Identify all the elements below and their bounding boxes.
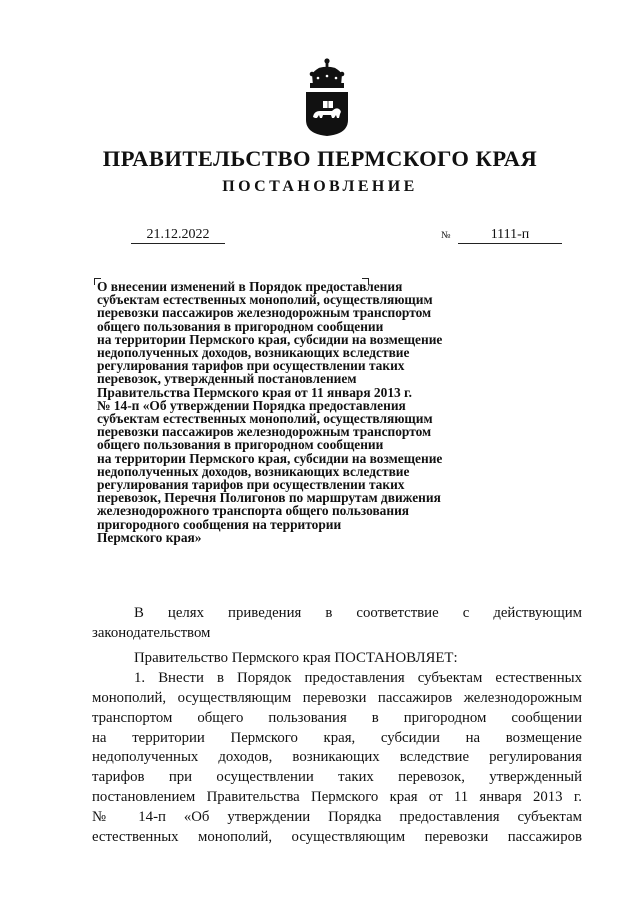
subject-line: О внесении изменений в Порядок предоставления [97,279,403,294]
preamble [92,604,582,644]
subject-line: субъектам естественных монополий, осуществляющим [97,411,433,427]
subject-line: регулирования тарифов при осуществлении таких [97,358,405,374]
subject-line: перевозки пассажиров железнодорожным транспортом [97,305,432,321]
body-line: на территории Пермского края, субсидии на возмещение [92,729,582,746]
subject-line: перевозки пассажиров железнодорожным транспортом [97,424,432,440]
subject-line: общего пользования в пригородном сообщении [97,437,384,453]
preamble-line: В целях приведения в соответствие с действующим [134,605,582,621]
subject-line: Пермского края» [97,529,202,545]
preamble-line: законодательством [92,624,211,641]
body-line: 1. Внести в Порядок предоставления субъектам естественных [134,669,582,686]
subject-line: № 14-п «Об утверждении Порядка предоставления [97,397,406,413]
body-line: постановлением Правительства Пермского края от 11 января 2013 г. [92,789,582,806]
body-line: естественных монополий, осуществляющим перевозки пассажиров [92,829,582,846]
body-line: Правительство Пермского края ПОСТАНОВЛЯЕТ: [134,650,458,666]
document-number: 1111-п [458,226,562,244]
subject-line: субъектам естественных монополий, осуществляющим [97,292,433,308]
subject-line: недополученных доходов, возникающих вследствие [97,345,410,361]
subject-line: перевозок, Перечня Полигонов по маршрутам движения [97,490,441,506]
body-line: тарифов при осуществлении таких перевозок, утвержденный [92,769,582,786]
subject-line: недополученных доходов, возникающих вследствие [97,463,410,479]
government-title: ПРАВИТЕЛЬСТВО ПЕРМСКОГО КРАЯ [102,146,538,171]
subject-line: перевозок, утвержденный постановлением [97,371,357,387]
subject-line: на территории Пермского края, субсидии на возмещение [97,450,443,466]
subject-line: регулирования тарифов при осуществлении таких [97,477,405,493]
perm-krai-coat-of-arms-icon [298,56,356,138]
subject-line: Правительства Пермского края от 11 января 2013 г. [97,384,412,400]
subject-line: на территории Пермского края, субсидии на возмещение [97,331,443,347]
subject-line: общего пользования в пригородном сообщении [97,318,384,334]
document-date: 21.12.2022 [131,226,225,244]
body-line: недополученных доходов, возникающих вследствие регулирования [92,749,582,766]
subject-line: железнодорожного транспорта общего пользования [97,503,410,519]
coat-of-arms-graphic [298,56,356,138]
body-text [92,649,582,848]
document-type: ПОСТАНОВЛЕНИЕ [222,178,418,195]
body-line: № 14-п «Об утверждении Порядка предоставления субъектам [92,809,582,826]
body-line: транспортом общего пользования в пригородном сообщении [92,709,582,726]
number-sign: № [441,230,451,241]
document-subject [97,280,497,544]
body-line: монополий, осуществляющим перевозки пассажиров железнодорожным [92,689,582,706]
subject-line: пригородного сообщения на территории [97,516,342,532]
